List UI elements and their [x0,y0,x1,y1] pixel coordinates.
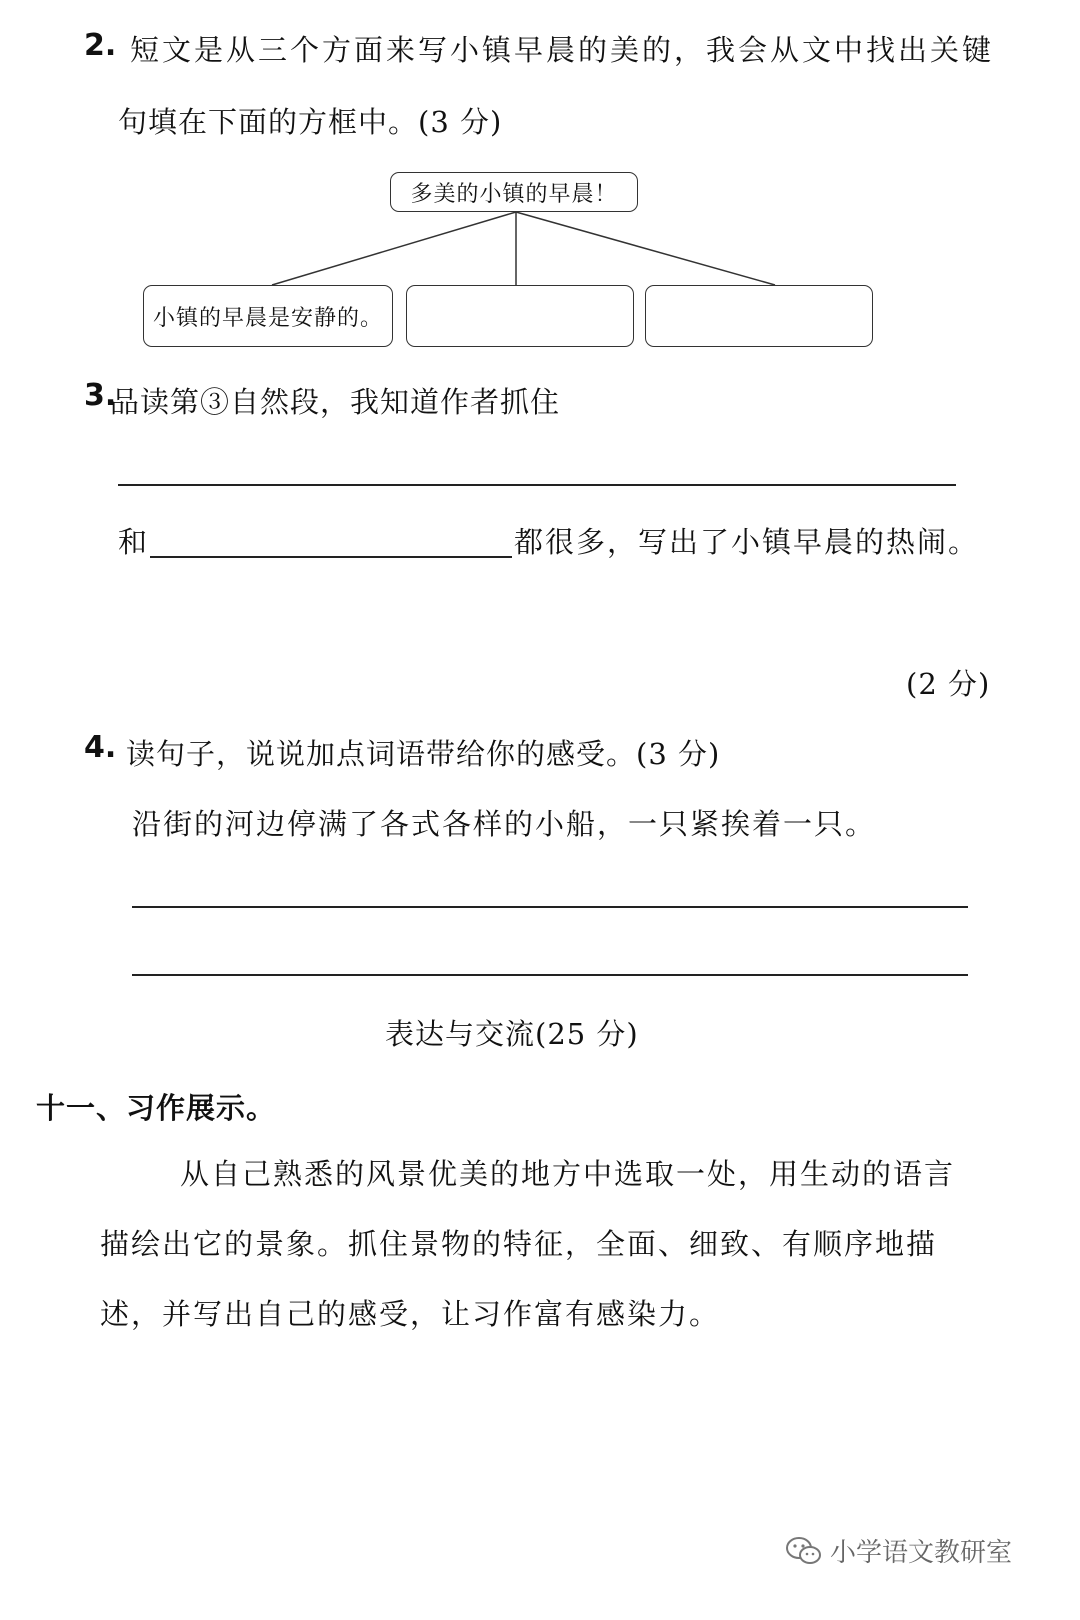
question-11-paragraph-line-1: 从自己熟悉的风景优美的地方中选取一处，用生动的语言 [180,1157,956,1191]
question-2-number: 2. [84,28,117,63]
question-2-line-1: 短文是从三个方面来写小镇早晨的美的，我会从文中找出关键 [130,33,995,67]
diagram-answer-box-1: 小镇的早晨是安静的。 [143,285,393,347]
question-4-line-1: 读句子，说说加点词语带给你的感受。(3 分) [126,737,721,771]
question-4-sentence: 沿街的河边停满了各式各样的小船，一只紧挨着一只。 [132,807,877,841]
question-4-answer-line-2[interactable] [132,974,968,976]
watermark-text: 小学语文教研室 [830,1538,1013,1568]
question-3-line-1: 品读第③自然段，我知道作者抓住 [110,385,561,419]
question-4-number: 4. [84,730,117,765]
question-11-paragraph-line-3: 述，并写出自己的感受，让习作富有感染力。 [100,1297,721,1331]
question-3-line-2-suffix: 都很多，写出了小镇早晨的热闹。 [514,525,980,559]
question-2-line-2: 句填在下面的方框中。(3 分) [118,105,503,139]
diagram-top-box: 多美的小镇的早晨！ [390,172,638,212]
diagram-answer-box-3[interactable] [645,285,873,347]
question-3-number: 3. [84,378,117,413]
question-3-score: (2 分) [906,667,991,701]
diagram-answer-box-2[interactable] [406,285,634,347]
question-4-answer-line-1[interactable] [132,906,968,908]
wechat-icon [784,1535,824,1567]
question-11-paragraph-line-2: 描绘出它的景象。抓住景物的特征，全面、细致、有顺序地描 [100,1227,938,1261]
question-3-answer-line-1[interactable] [118,484,956,486]
watermark [784,1532,1012,1569]
question-3-line-2-prefix: 和 [118,525,149,559]
question-3-answer-line-2[interactable] [150,556,512,558]
question-11-heading: 十一、习作展示。 [36,1091,277,1125]
section-title: 表达与交流(25 分) [385,1017,639,1051]
